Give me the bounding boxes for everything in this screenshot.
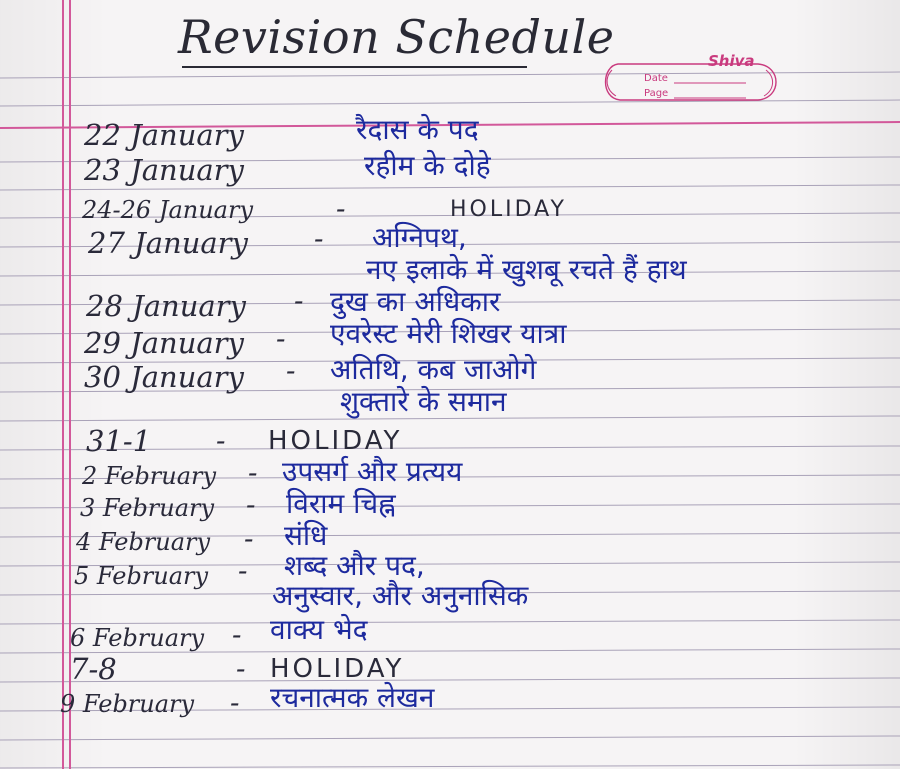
- entry-date: 2 February: [82, 462, 217, 490]
- entry-topic-continued: शुक्तारे के समान: [340, 385, 507, 418]
- page-label: Page: [644, 88, 669, 99]
- entry-topic: एवरेस्ट मेरी शिखर यात्रा: [330, 317, 567, 350]
- title-underline: [182, 66, 527, 68]
- entry-topic: अतिथि, कब जाओगे: [330, 353, 537, 386]
- entry-topic: शब्द और पद,: [284, 549, 425, 582]
- entry-dash: -: [286, 354, 296, 387]
- entry-holiday: HOLIDAY: [450, 197, 567, 222]
- entry-topic: उपसर्ग और प्रत्यय: [282, 455, 463, 488]
- entry-topic: वाक्य भेद: [270, 613, 368, 646]
- entry-dash: -: [276, 322, 286, 355]
- entry-dash: -: [230, 686, 240, 719]
- entry-holiday: HOLIDAY: [270, 654, 405, 684]
- entry-date: 29 January: [84, 326, 244, 360]
- entry-dash: -: [314, 222, 324, 255]
- entry-dash: -: [216, 424, 226, 457]
- entry-date: 22 January: [84, 118, 244, 152]
- entry-date: 7-8: [70, 652, 117, 686]
- margin-line: [62, 0, 64, 769]
- entry-date: 23 January: [84, 153, 244, 187]
- entry-date: 27 January: [88, 226, 248, 260]
- entry-dash: -: [336, 192, 346, 225]
- entry-dash: -: [248, 456, 258, 489]
- entry-date: 30 January: [84, 360, 244, 394]
- brand-frame-icon: [598, 56, 786, 106]
- entry-date: 6 February: [70, 624, 205, 652]
- entry-date: 28 January: [86, 289, 246, 323]
- entry-dash: -: [238, 554, 248, 587]
- entry-dash: -: [246, 488, 256, 521]
- brand-name: Shiva: [708, 52, 755, 70]
- entry-dash: -: [294, 284, 304, 317]
- entry-topic: संधि: [284, 519, 328, 552]
- entry-date: 4 February: [76, 528, 211, 556]
- entry-topic: रैदास के पद: [356, 113, 479, 146]
- entry-date: 24-26 January: [82, 196, 253, 224]
- entry-topic: अग्निपथ,: [372, 221, 467, 254]
- entry-topic-continued: अनुस्वार, और अनुनासिक: [272, 579, 529, 612]
- entry-date: 9 February: [60, 690, 195, 718]
- entry-topic-continued: नए इलाके में खुशबू रचते हैं हाथ: [366, 253, 687, 286]
- entry-topic: रचनात्मक लेखन: [270, 681, 435, 714]
- entry-holiday: HOLIDAY: [268, 426, 403, 456]
- entry-dash: -: [244, 522, 254, 555]
- entry-dash: -: [232, 618, 242, 651]
- entry-date: 3 February: [80, 494, 215, 522]
- entry-topic: रहीम के दोहे: [364, 149, 491, 182]
- date-label: Date: [644, 73, 668, 84]
- page-title: Revision Schedule: [178, 10, 615, 64]
- brand-stamp: [598, 52, 786, 106]
- entry-dash: -: [236, 652, 246, 685]
- entry-date: 5 February: [74, 562, 209, 590]
- entry-date: 31-1: [86, 424, 152, 458]
- entry-topic: दुख का अधिकार: [330, 285, 501, 318]
- entry-topic: विराम चिह्न: [286, 487, 396, 520]
